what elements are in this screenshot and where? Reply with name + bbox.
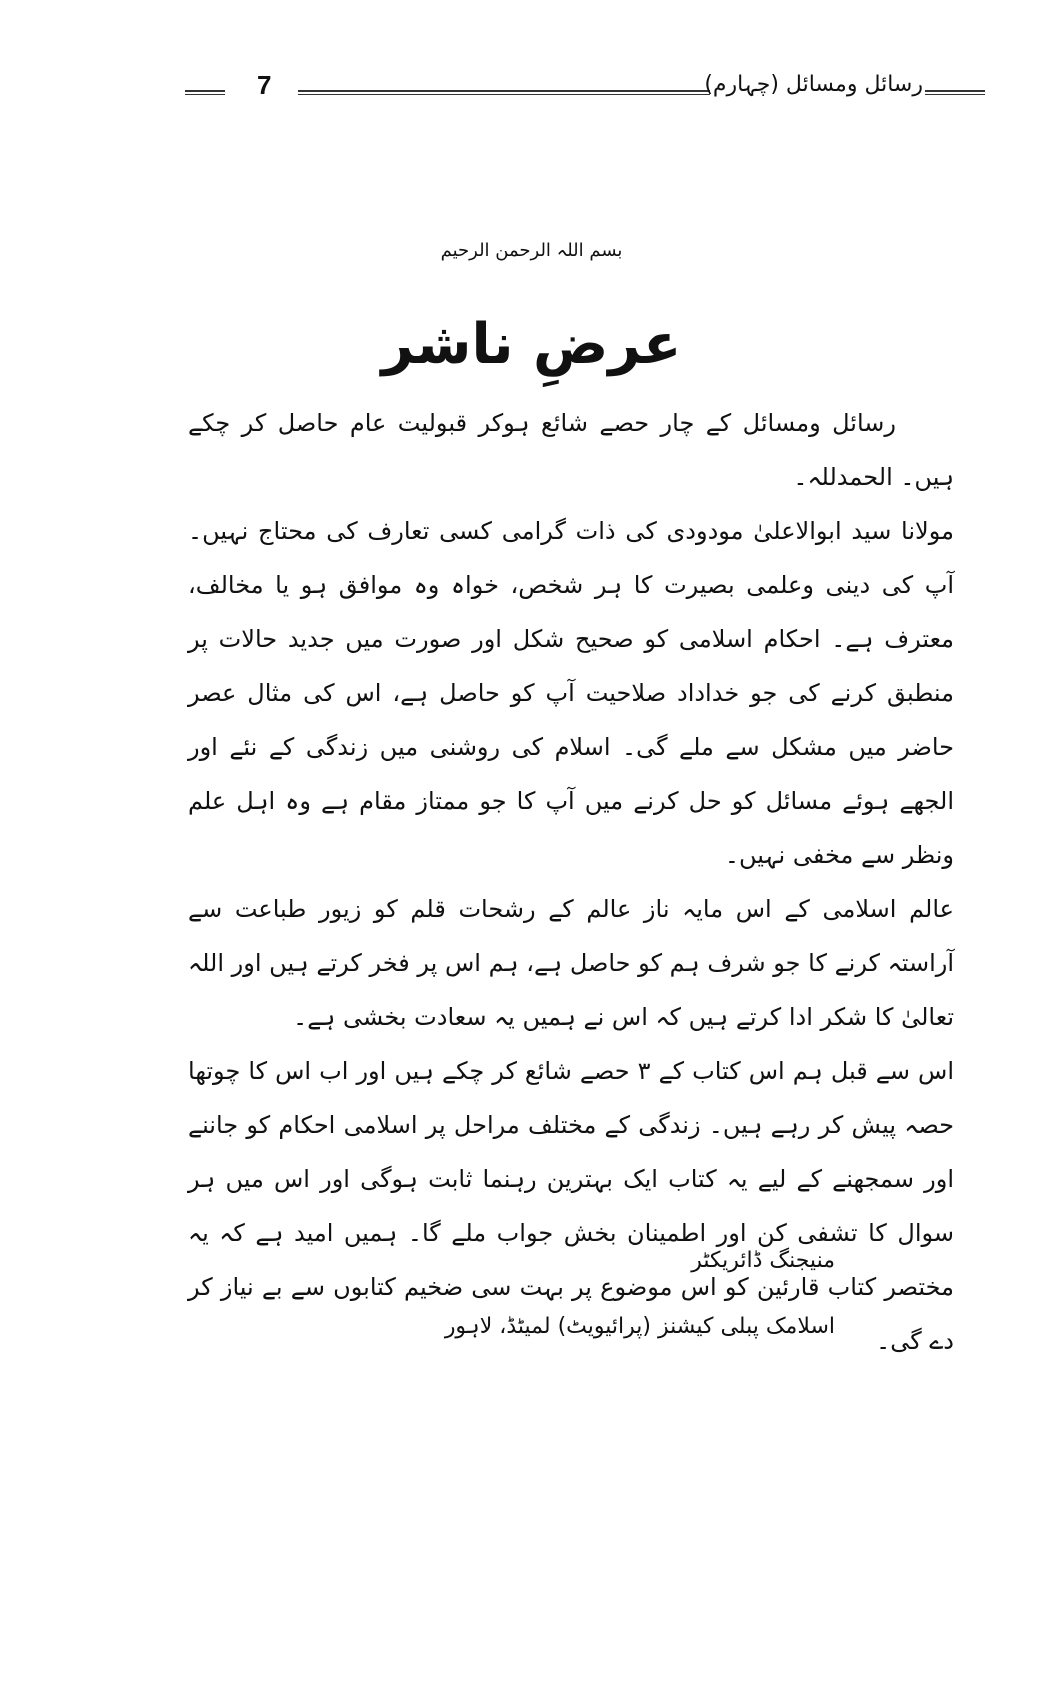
- bismillah: بسم اللہ الرحمن الرحیم: [440, 240, 623, 261]
- header-rule-right: [925, 90, 985, 95]
- foreword-body: [188, 396, 954, 1368]
- signatory-role: منیجنگ ڈائریکٹر: [691, 1248, 835, 1273]
- publisher-name: اسلامک پبلی کیشنز (پرائیویٹ) لمیٹڈ، لاہور: [444, 1314, 835, 1339]
- page-title: عرضِ ناشر: [381, 312, 682, 377]
- running-book-title: رسائل ومسائل (چہارم): [704, 72, 923, 97]
- header-rule-left: [185, 90, 225, 95]
- running-header: [185, 66, 985, 110]
- header-rule-middle: [298, 90, 710, 95]
- paragraph-2: مولانا سید ابوالاعلیٰ مودودی کی ذات گرامی کسی تعارف کی محتاج نہیں۔ آپ کی دینی وعلمی بصیرت کا ہر شخص، خواہ وہ موافق ہو یا مخالف، معترف ہے۔ احکام اسلامی کو صحیح شکل اور صورت میں جدید حالات پر منطبق کرنے کی جو خداداد صلاحیت آپ کو حاصل ہے، اس کی مثال عصر حاضر میں مشکل سے ملے گی۔ اسلام کی روشنی میں زندگی کے نئے اور الجھے ہوئے مسائل کو حل کرنے میں آپ کا جو ممتاز مقام ہے وہ اہل علم ونظر سے مخفی نہیں۔: [188, 517, 954, 869]
- paragraph-3: عالم اسلامی کے اس مایہ ناز عالم کے رشحات قلم کو زیور طباعت سے آراستہ کرنے کا جو شرف ہم کو حاصل ہے، ہم اس پر فخر کرتے ہیں اور اللہ تعالیٰ کا شکر ادا کرتے ہیں کہ اس نے ہمیں یہ سعادت بخشی ہے۔: [188, 895, 955, 1031]
- paragraph-4: اس سے قبل ہم اس کتاب کے ۳ حصے شائع کر چکے ہیں اور اب اس کا چوتھا حصہ پیش کر رہے ہیں۔ زندگی کے مختلف مراحل پر اسلامی احکام کو جاننے اور سمجھنے کے لیے یہ کتاب ایک بہترین رہنما ثابت ہوگی اور اس میں ہر سوال کا تشفی کن اور اطمینان بخش جواب ملے گا۔ ہمیں امید ہے کہ یہ مختصر کتاب قارئین کو اس موضوع پر بہت سی ضخیم کتابوں سے بے نیاز کر دے گی۔: [188, 1057, 955, 1355]
- paragraph-1: رسائل ومسائل کے چار حصے شائع ہوکر قبولیت عام حاصل کر چکے ہیں۔ الحمدللہ۔: [188, 409, 954, 491]
- page-number: 7: [257, 70, 272, 100]
